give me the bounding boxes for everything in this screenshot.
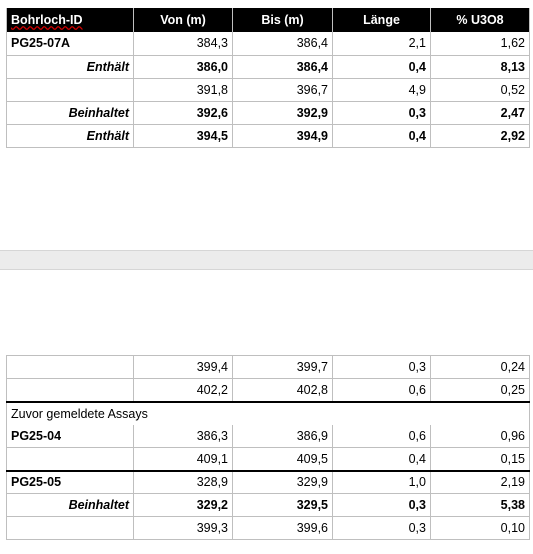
length-cell[interactable]: 0,6: [333, 425, 431, 448]
length-cell[interactable]: 4,9: [333, 78, 431, 101]
length-cell[interactable]: 2,1: [333, 32, 431, 55]
hole-id-cell[interactable]: [7, 379, 134, 402]
grade-cell[interactable]: 5,38: [431, 494, 530, 517]
hole-id-cell[interactable]: [7, 78, 134, 101]
table-row: [7, 379, 530, 402]
grade-cell[interactable]: 2,19: [431, 471, 530, 494]
grade-cell[interactable]: 0,10: [431, 517, 530, 540]
header-length[interactable]: Länge: [333, 8, 431, 32]
hole-id-cell[interactable]: [7, 517, 134, 540]
header-to[interactable]: Bis (m): [233, 8, 333, 32]
table-row: [7, 425, 530, 448]
from-cell[interactable]: 329,2: [134, 494, 233, 517]
length-cell[interactable]: 1,0: [333, 471, 431, 494]
table-row: [7, 55, 530, 78]
to-cell[interactable]: 396,7: [233, 78, 333, 101]
length-cell[interactable]: 0,4: [333, 124, 431, 147]
grade-cell[interactable]: 2,47: [431, 101, 530, 124]
grade-cell[interactable]: 0,96: [431, 425, 530, 448]
table-row: [7, 101, 530, 124]
from-cell[interactable]: 328,9: [134, 471, 233, 494]
hole-id-cell[interactable]: PG25-07A: [11, 36, 71, 51]
grade-cell[interactable]: 1,62: [431, 32, 530, 55]
length-cell[interactable]: 0,3: [333, 494, 431, 517]
from-cell[interactable]: 392,6: [134, 101, 233, 124]
to-cell[interactable]: 402,8: [233, 379, 333, 402]
to-cell[interactable]: 399,6: [233, 517, 333, 540]
hole-id-cell[interactable]: PG25-05: [7, 471, 134, 494]
from-cell[interactable]: 386,3: [134, 425, 233, 448]
page-break-divider: [0, 250, 533, 270]
table-row: [7, 517, 530, 540]
length-cell[interactable]: 0,3: [333, 356, 431, 379]
grade-cell[interactable]: 0,15: [431, 448, 530, 471]
table-row: [7, 356, 530, 379]
from-cell[interactable]: 402,2: [134, 379, 233, 402]
from-cell[interactable]: 394,5: [134, 124, 233, 147]
to-cell[interactable]: 386,4: [233, 55, 333, 78]
table-row: [7, 32, 530, 55]
hole-id-cell[interactable]: Beinhaltet: [7, 494, 134, 517]
header-row: [7, 8, 530, 32]
grade-cell[interactable]: 0,24: [431, 356, 530, 379]
grade-cell[interactable]: 2,92: [431, 124, 530, 147]
note-row: [7, 402, 530, 425]
to-cell[interactable]: 409,5: [233, 448, 333, 471]
to-cell[interactable]: 386,4: [233, 32, 333, 55]
from-cell[interactable]: 386,0: [134, 55, 233, 78]
to-cell[interactable]: 329,9: [233, 471, 333, 494]
grade-cell[interactable]: 8,13: [431, 55, 530, 78]
table-row: [7, 494, 530, 517]
table-row: [7, 124, 530, 147]
assay-table-bottom: [6, 355, 530, 540]
from-cell[interactable]: 399,4: [134, 356, 233, 379]
from-cell[interactable]: 399,3: [134, 517, 233, 540]
to-cell[interactable]: 394,9: [233, 124, 333, 147]
from-cell[interactable]: 409,1: [134, 448, 233, 471]
hole-id-cell[interactable]: [7, 448, 134, 471]
hole-id-cell[interactable]: PG25-04: [11, 428, 62, 443]
previous-assays-note[interactable]: Zuvor gemeldete Assays: [7, 402, 530, 425]
header-hole-id[interactable]: Bohrloch-ID: [7, 8, 134, 32]
from-cell[interactable]: 384,3: [134, 32, 233, 55]
from-cell[interactable]: 391,8: [134, 78, 233, 101]
to-cell[interactable]: 386,9: [233, 425, 333, 448]
hole-id-cell[interactable]: Enthält: [7, 124, 134, 147]
to-cell[interactable]: 329,5: [233, 494, 333, 517]
assay-table-top: [6, 8, 530, 148]
hole-id-cell[interactable]: [7, 356, 134, 379]
hole-id-cell[interactable]: Enthält: [7, 55, 134, 78]
length-cell[interactable]: 0,4: [333, 55, 431, 78]
grade-cell[interactable]: 0,52: [431, 78, 530, 101]
table-row: [7, 78, 530, 101]
table-row: [7, 471, 530, 494]
length-cell[interactable]: 0,6: [333, 379, 431, 402]
to-cell[interactable]: 392,9: [233, 101, 333, 124]
header-grade[interactable]: % U3O8: [431, 8, 530, 32]
to-cell[interactable]: 399,7: [233, 356, 333, 379]
length-cell[interactable]: 0,3: [333, 517, 431, 540]
table-row: [7, 448, 530, 471]
length-cell[interactable]: 0,4: [333, 448, 431, 471]
header-from[interactable]: Von (m): [134, 8, 233, 32]
hole-id-cell[interactable]: Beinhaltet: [7, 101, 134, 124]
length-cell[interactable]: 0,3: [333, 101, 431, 124]
grade-cell[interactable]: 0,25: [431, 379, 530, 402]
